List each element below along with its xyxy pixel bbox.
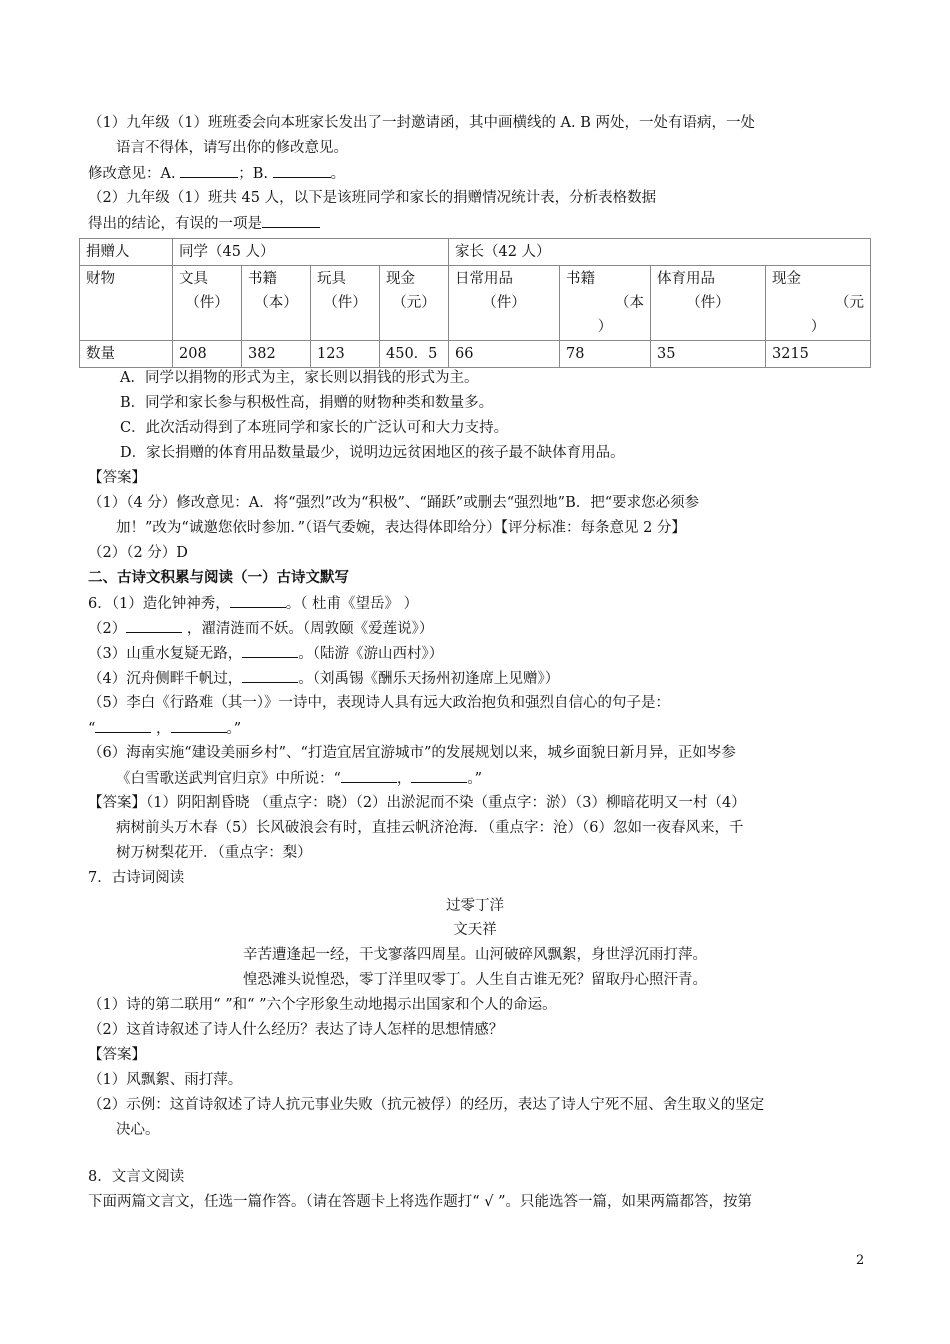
answer-heading: 【答案】 xyxy=(88,470,146,486)
text: 。（陆游《游山西村》） xyxy=(298,646,444,662)
cell-value: 382 xyxy=(242,341,311,368)
header-text: 体育用品 xyxy=(657,271,715,287)
cell-students: 同学（45 人） xyxy=(173,239,449,266)
header-parent-books xyxy=(560,266,651,341)
header-unit: （元 xyxy=(835,295,864,311)
page-number: 2 xyxy=(856,1253,865,1268)
text: （4）沉舟侧畔千帆过， xyxy=(88,671,243,687)
blank xyxy=(230,593,286,608)
blank-q2 xyxy=(262,213,320,228)
header-unit: （元） xyxy=(392,295,436,311)
q6-line-5: （5）李白《行路难（其一）》一诗中，表现诗人具有远大政治抱负和强烈自信心的句子是： xyxy=(88,695,670,711)
cell-quantity-label: 数量 xyxy=(80,341,173,368)
answer-1-line-2: 加！”改为“诚邀您依时参加．”（语气委婉，表达得体即给分）【评分标准：每条意见 2 分】 xyxy=(116,520,686,536)
blank xyxy=(95,718,151,733)
text: ， xyxy=(396,771,412,787)
q1-answer-line xyxy=(88,163,345,184)
header-books xyxy=(242,266,311,341)
answer-7-line-1: （1）风飘絮、雨打萍。 xyxy=(88,1072,243,1088)
header-text: 现金 xyxy=(772,271,801,287)
q6-line-1 xyxy=(88,593,418,614)
poem-line-2: 惶恐滩头说惶恐，零丁洋里叹零丁。人生自古谁无死？留取丹心照汗青。 xyxy=(243,972,707,988)
header-unit: （件） xyxy=(185,295,229,311)
cell-donor-label: 捐赠人 xyxy=(80,239,173,266)
text: （3）山重水复疑无路， xyxy=(88,646,243,662)
header-unit-close: ） xyxy=(810,319,826,335)
q6-line-3 xyxy=(88,643,443,664)
blank xyxy=(411,768,467,783)
text: （2） xyxy=(88,621,127,637)
blank-a xyxy=(180,163,238,178)
q1-line-2: 语言不得体，请写出你的修改意见。 xyxy=(116,140,348,156)
cell-value: 208 xyxy=(173,341,242,368)
answer-6-line-3: 树万树梨花开．（重点字：梨） xyxy=(116,845,312,861)
header-unit-close: ） xyxy=(597,319,613,335)
header-text: 书籍 xyxy=(566,271,595,287)
q8-heading: 8．文言文阅读 xyxy=(88,1169,185,1185)
header-toys xyxy=(311,266,380,341)
blank-b xyxy=(273,163,331,178)
header-daily-goods xyxy=(449,266,560,341)
header-text: 玩具 xyxy=(317,271,346,287)
q6-line-8 xyxy=(116,768,482,789)
cell-value: 66 xyxy=(449,341,560,368)
poem-title: 过零丁洋 xyxy=(446,898,504,914)
poem-line-1: 辛苦遭逢起一经，干戈寥落四周星。山河破碎风飘絮，身世浮沉雨打萍。 xyxy=(243,947,707,963)
header-text: 现金 xyxy=(386,271,415,287)
text: 《白雪歌送武判官归京》中所说：“ xyxy=(116,771,341,787)
q6-line-7: （6）海南实施“建设美丽乡村”、“打造宜居宜游城市”的发展规划以来，城乡面貌日新月异，正如岑参 xyxy=(88,745,736,761)
header-cash xyxy=(380,266,449,341)
text: 。” xyxy=(226,721,242,737)
answer-7-line-2: （2）示例：这首诗叙述了诗人抗元事业失败（抗元被俘）的经历，表达了诗人宁死不屈、舍生取义的坚定 xyxy=(88,1097,765,1113)
cell-item-label: 财物 xyxy=(80,266,173,341)
option-c: C．此次活动得到了本班同学和家长的广泛认可和大力支持。 xyxy=(120,420,509,436)
header-text: 日常用品 xyxy=(455,271,513,287)
q2-text: 得出的结论，有误的一项是 xyxy=(88,216,262,232)
blank xyxy=(126,618,182,633)
header-text: 书籍 xyxy=(248,271,277,287)
answer-7-line-3: 决心。 xyxy=(116,1122,160,1138)
text: 6．（1）造化钟神秀， xyxy=(88,596,230,612)
option-d: D．家长捐赠的体育用品数量最少，说明边远贫困地区的孩子最不缺体育用品。 xyxy=(120,445,625,461)
q1-answer-b-label: ；B. xyxy=(238,166,273,182)
header-unit: （本 xyxy=(615,295,644,311)
q6-line-4 xyxy=(88,668,559,689)
text: “ xyxy=(88,721,96,737)
cell-value: 3215 xyxy=(766,341,871,368)
blank xyxy=(242,643,298,658)
q7-heading: 7．古诗词阅读 xyxy=(88,870,185,886)
cell-value: 78 xyxy=(560,341,651,368)
q2-line-1: （2）九年级（1）班共 45 人，以下是该班同学和家长的捐赠情况统计表，分析表格数据 xyxy=(88,190,657,206)
q2-line-2 xyxy=(88,213,320,234)
q8-line-1: 下面两篇文言文，任选一篇作答。（请在答题卡上将选作题打“ √ ”。只能选答一篇，如果两篇都答，按第 xyxy=(88,1194,753,1210)
text: 。” xyxy=(467,771,483,787)
header-unit: （件） xyxy=(323,295,367,311)
text: ，濯清涟而不妖。（周敦颐《爱莲说》） xyxy=(182,621,434,637)
donation-table xyxy=(79,238,871,368)
answer-6-line-1: 【答案】（1）阴阳割昏晓 （重点字：晓）（2）出淤泥而不染（重点字：淤）（3）柳暗花明又一村（4） xyxy=(88,795,746,811)
header-unit: （本） xyxy=(254,295,298,311)
cell-value: 35 xyxy=(651,341,766,368)
q7-sub-2: （2）这首诗叙述了诗人什么经历？表达了诗人怎样的思想情感？ xyxy=(88,1022,504,1038)
header-unit: （件） xyxy=(686,295,730,311)
text: 。（刘禹锡《酬乐天扬州初逢席上见赠》） xyxy=(298,671,560,687)
text: ， xyxy=(151,721,171,737)
cell-value: 123 xyxy=(311,341,380,368)
blank xyxy=(171,718,227,733)
blank xyxy=(242,668,298,683)
section-heading: 二、古诗文积累与阅读（一）古诗文默写 xyxy=(88,569,349,586)
poem-author: 文天祥 xyxy=(453,922,497,938)
header-parent-cash xyxy=(766,266,871,341)
q6-line-2 xyxy=(88,618,433,639)
answer-6-line-2: 病树前头万木春（5）长风破浪会有时，直挂云帆济沧海．（重点字：沧）（6）忽如一夜春风来，千 xyxy=(116,820,744,836)
q1-answer-a-label: 修改意见：A. xyxy=(88,166,181,182)
period: 。 xyxy=(330,166,346,182)
cell-value: 450．5 xyxy=(380,341,449,368)
answer-1-line-3: （2）（2 分）D xyxy=(88,545,188,561)
option-b: B．同学和家长参与积极性高，捐赠的财物种类和数量多。 xyxy=(120,395,494,411)
blank xyxy=(341,768,397,783)
option-a: A．同学以捐物的形式为主，家长则以捐钱的形式为主。 xyxy=(120,370,479,386)
answer-heading: 【答案】 xyxy=(88,1047,146,1063)
q6-line-6 xyxy=(88,718,241,739)
header-stationery xyxy=(173,266,242,341)
cell-parents: 家长（42 人） xyxy=(449,239,871,266)
text: 。（ 杜甫《望岳》 ） xyxy=(285,596,419,612)
answer-1-line-1: （1）（4 分）修改意见：A．将“强烈”改为“积极”、“踊跃”或删去“强烈地”B．把“要求您必须参 xyxy=(88,495,700,511)
header-unit: （件） xyxy=(482,295,526,311)
q1-line-1: （1）九年级（1）班班委会向本班家长发出了一封邀请函，其中画横线的 A. B 两处，一处有语病，一处 xyxy=(88,115,756,131)
q7-sub-1: （1）诗的第二联用“ ”和“ ”六个字形象生动地揭示出国家和个人的命运。 xyxy=(88,997,557,1013)
header-sports-goods xyxy=(651,266,766,341)
header-text: 文具 xyxy=(179,271,208,287)
